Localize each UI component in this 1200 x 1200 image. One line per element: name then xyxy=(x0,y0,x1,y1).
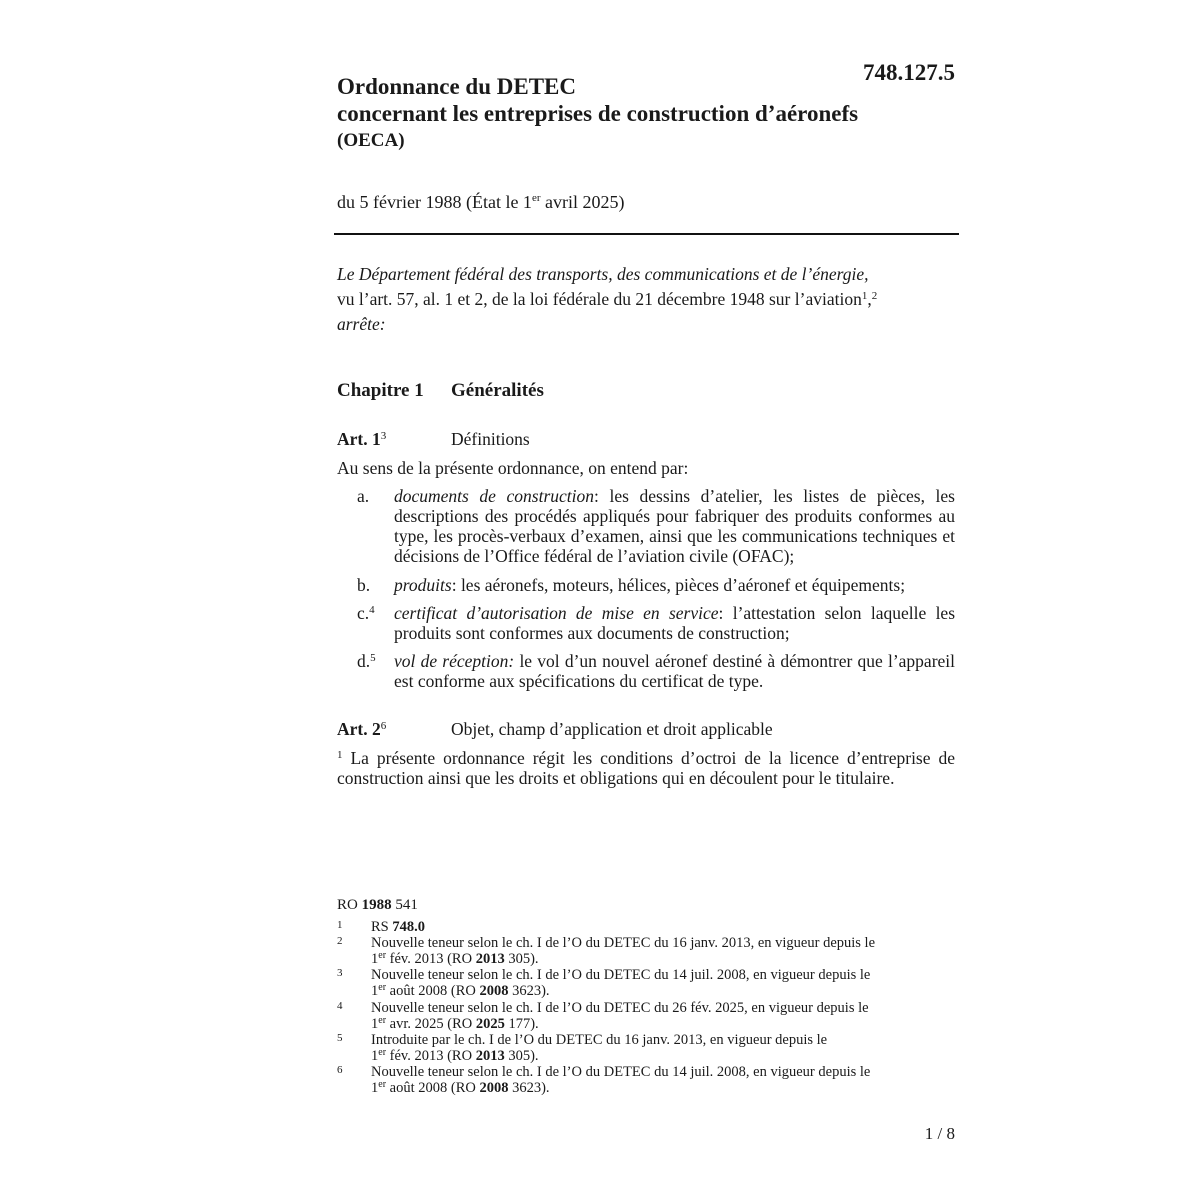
footnote-ref[interactable]: 5 xyxy=(370,652,376,664)
footnote-2: 2 Nouvelle teneur selon le ch. I de l’O du DETEC du 16 janv. 2013, en vigueur depuis le 1er fév. 2013 (RO 2013 305). xyxy=(337,935,876,967)
document-date: du 5 février 1988 (État le 1er avril 2025) xyxy=(337,192,625,212)
footnote-ref[interactable]: 4 xyxy=(369,604,375,616)
footnote-ref[interactable]: 6 xyxy=(380,720,387,732)
item-letter: d.$^5$ xyxy=(357,651,376,671)
chapter-number: Chapitre 1 xyxy=(337,380,424,401)
item-term: vol de réception: xyxy=(394,651,515,671)
item-letter: b. xyxy=(357,575,371,595)
definition-item-b xyxy=(337,575,955,595)
article-2-title: Objet, champ d’application et droit applicable xyxy=(451,719,773,739)
footnote-number: 5 xyxy=(337,1032,343,1044)
article-2-paragraph-1: $^1$ La présente ordonnance régit les conditions d’octroi de la licence d’entreprise de construction ainsi que les droits et obligations qui en découlent pour le titulaire. xyxy=(337,748,955,788)
preamble-authority: Le Département fédéral des transports, des communications et de l’énergie, xyxy=(337,264,869,284)
footnote-5: 5 Introduite par le ch. I de l’O du DETEC du 16 janv. 2013, en vigueur depuis le 1er fév. 2013 (RO 2013 305). xyxy=(337,1032,828,1064)
article-1-title: Définitions xyxy=(451,429,530,449)
header-divider xyxy=(334,233,959,235)
footnote-ref[interactable]: 2 xyxy=(871,290,878,302)
item-text: produits: les aéronefs, moteurs, hélices, pièces d’aéronef et équipements; xyxy=(394,575,906,595)
document-abbreviation: (OECA) xyxy=(337,130,405,151)
item-letter: c.$^4$ xyxy=(357,603,375,623)
chapter-title: Généralités xyxy=(451,380,544,401)
item-text: vol de réception: le vol d’un nouvel aéronef destiné à démontrer que l’appareil est conforme aux spécifications du certificat de type. xyxy=(394,651,956,691)
page-number: 1 / 8 xyxy=(924,1124,955,1143)
item-term: documents de construction xyxy=(394,486,595,506)
footnote-ref[interactable]: 1 xyxy=(861,290,868,302)
footnote-number: 1 xyxy=(337,919,343,931)
preamble-decides: arrête: xyxy=(337,314,386,334)
sr-number: 748.127.5 xyxy=(863,60,955,85)
definition-item-c xyxy=(337,603,955,643)
footnote-number: 6 xyxy=(337,1064,343,1076)
item-text: documents de construction: les dessins d’atelier, les listes de pièces, les descriptions des procédés appliqués pour fabriquer des produits conformes au type, les procès-verbaux d’examen, ainsi que les communications techniques et décisions de l’Office fédéral de l’aviation civile (OFAC); xyxy=(394,486,955,566)
footnote-4: 4 Nouvelle teneur selon le ch. I de l’O du DETEC du 26 fév. 2025, en vigueur depuis le 1er avr. 2025 (RO 2025 177). xyxy=(337,1000,869,1032)
preamble xyxy=(337,262,957,337)
title-line-2: concernant les entreprises de construction d’aéronefs xyxy=(337,101,859,126)
footnote-ref[interactable]: 3 xyxy=(380,430,387,442)
footnote-number: 4 xyxy=(337,1000,343,1012)
footnote-number: 2 xyxy=(337,935,343,947)
document-title xyxy=(337,73,937,127)
footnote-1: 1 RS 748.0 xyxy=(337,919,425,935)
article-1-intro: Au sens de la présente ordonnance, on entend par: xyxy=(337,458,689,478)
preamble-basis: vu l’art. 57, al. 1 et 2, de la loi fédérale du 21 décembre 1948 sur l’aviation$^1$,$^2$ xyxy=(337,289,878,309)
definition-item-a xyxy=(337,486,955,566)
definition-item-d xyxy=(337,651,955,691)
footnote-3: 3 Nouvelle teneur selon le ch. I de l’O du DETEC du 14 juil. 2008, en vigueur depuis le 1er août 2008 (RO 2008 3623). xyxy=(337,967,871,999)
item-text: certificat d’autorisation de mise en service: l’attestation selon laquelle les produits sont conformes aux documents de construction; xyxy=(394,603,956,643)
item-letter: a. xyxy=(357,486,370,506)
ro-reference: RO 1988 541 xyxy=(337,897,418,913)
article-2-heading xyxy=(337,719,773,740)
article-2-label: Art. $2^6$ xyxy=(337,719,387,739)
footnote-6: 6 Nouvelle teneur selon le ch. I de l’O du DETEC du 14 juil. 2008, en vigueur depuis le 1er août 2008 (RO 2008 3623). xyxy=(337,1064,871,1096)
item-term: produits xyxy=(394,575,452,595)
article-1-label: Art. $1^3$ xyxy=(337,429,387,449)
chapter-heading xyxy=(337,380,544,402)
title-line-1: Ordonnance du DETEC xyxy=(337,74,577,99)
item-term: certificat d’autorisation de mise en service xyxy=(394,603,719,623)
footnote-number: 3 xyxy=(337,967,343,979)
article-1-heading xyxy=(337,429,530,450)
paragraph-number: 1 xyxy=(337,749,343,761)
